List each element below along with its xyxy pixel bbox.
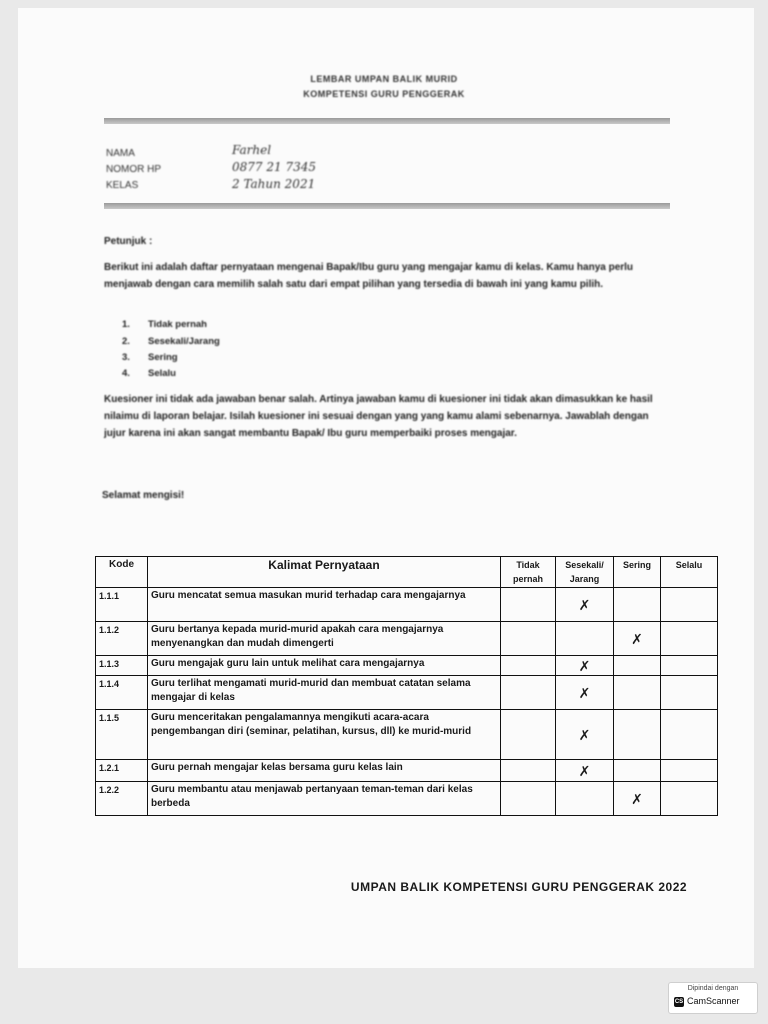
table-row	[96, 676, 718, 710]
row-code: 1.1.1	[96, 588, 148, 622]
row-statement: Guru menceritakan pengalamannya mengikuti acara-acara pengembangan diri (seminar, pelatihan, kursus, dll) ke murid-murid	[148, 710, 501, 760]
row-code: 1.1.3	[96, 656, 148, 676]
answer-cell-sometimes	[556, 622, 614, 656]
answer-cell-often	[614, 782, 661, 816]
divider-middle	[104, 203, 670, 209]
identity-value-name: Farhel	[232, 143, 272, 157]
answer-cell-sometimes	[556, 588, 614, 622]
identity-label-name: NAMA	[106, 148, 135, 159]
answer-cell-never	[501, 656, 556, 676]
identity-label-class: KELAS	[106, 180, 139, 191]
instructions-note: Kuesioner ini tidak ada jawaban benar salah. Artinya jawaban kamu di kuesioner ini tidak akan dimasukkan ke hasil nilaimu di laporan belajar. Isilah kuesioner ini sesuai dengan yang yang kamu alami sebenarnya. Jawablah dengan jujur karena ini akan sangat membantu Bapak/ Ibu guru memperbaiki proses mengajar.	[104, 394, 653, 439]
table-row	[96, 622, 718, 656]
answer-cell-sometimes	[556, 676, 614, 710]
answer-cell-always	[661, 782, 718, 816]
answer-cell-always	[661, 760, 718, 782]
cross-mark-icon: ✗	[631, 630, 643, 647]
divider-top	[104, 118, 670, 124]
table-body	[96, 588, 718, 816]
option-3	[122, 352, 178, 363]
answer-cell-sometimes	[556, 710, 614, 760]
row-code: 1.1.5	[96, 710, 148, 760]
option-3-label: Sering	[148, 352, 178, 363]
cross-mark-icon: ✗	[631, 790, 643, 807]
table-row	[96, 588, 718, 622]
row-code: 1.2.2	[96, 782, 148, 816]
instructions-intro: Berikut ini adalah daftar pernyataan mengenai Bapak/Ibu guru yang mengajar kamu di kelas. Kamu hanya perlu menjawab dengan cara memilih salah satu dari empat pilihan yang tersedia di bawah ini yang kamu pilih.	[104, 262, 634, 290]
option-4	[122, 368, 176, 379]
document-title: LEMBAR UMPAN BALIK MURID	[310, 74, 458, 84]
option-1-number: 1.	[122, 319, 130, 330]
row-code: 1.1.2	[96, 622, 148, 656]
answer-cell-sometimes	[556, 782, 614, 816]
camscanner-logo-icon: CS	[674, 999, 684, 1005]
cross-mark-icon: ✗	[578, 684, 591, 701]
identity-value-class: 2 Tahun 2021	[232, 177, 316, 191]
answer-cell-often	[614, 656, 661, 676]
header-code: Kode	[96, 557, 148, 588]
answer-cell-always	[661, 710, 718, 760]
option-4-label: Selalu	[148, 368, 176, 379]
answer-cell-never	[501, 622, 556, 656]
option-2-number: 2.	[122, 336, 130, 347]
camscanner-watermark	[668, 982, 758, 1014]
option-1	[122, 319, 207, 330]
table-row	[96, 760, 718, 782]
identity-label-phone: NOMOR HP	[106, 164, 161, 175]
option-2-label: Sesekali/Jarang	[148, 336, 220, 347]
answer-cell-never	[501, 676, 556, 710]
row-code: 1.2.1	[96, 760, 148, 782]
answer-cell-never	[501, 760, 556, 782]
row-statement: Guru mencatat semua masukan murid terhadap cara mengajarnya	[148, 588, 501, 622]
answer-cell-always	[661, 588, 718, 622]
answer-cell-always	[661, 656, 718, 676]
table-row	[96, 656, 718, 676]
answer-cell-never	[501, 588, 556, 622]
watermark-brand: CamScanner	[687, 996, 740, 1006]
answer-cell-sometimes	[556, 656, 614, 676]
option-3-number: 3.	[122, 352, 130, 363]
survey-table	[95, 556, 718, 816]
header-often: Sering	[614, 557, 661, 588]
closing-text: Selamat mengisi!	[102, 490, 185, 501]
table-header-row	[96, 557, 718, 588]
answer-cell-often	[614, 622, 661, 656]
row-code: 1.1.4	[96, 676, 148, 710]
answer-cell-often	[614, 760, 661, 782]
footer-title-text: UMPAN BALIK KOMPETENSI GURU PENGGERAK 2022	[350, 880, 688, 894]
table-row	[96, 782, 718, 816]
row-statement: Guru membantu atau menjawab pertanyaan teman-teman dari kelas berbeda	[148, 782, 501, 816]
answer-cell-often	[614, 676, 661, 710]
option-2	[122, 336, 220, 347]
cross-mark-icon: ✗	[578, 726, 591, 743]
answer-cell-never	[501, 710, 556, 760]
footer-title	[0, 880, 768, 894]
option-4-number: 4.	[122, 368, 130, 379]
row-statement: Guru terlihat mengamati murid-murid dan membuat catatan selama mengajar di kelas	[148, 676, 501, 710]
header-never: Tidak pernah	[501, 557, 556, 588]
instructions-heading: Petunjuk :	[104, 236, 153, 247]
answer-cell-sometimes	[556, 760, 614, 782]
watermark-caption: Dipindai dengan	[687, 985, 739, 992]
row-statement: Guru bertanya kepada murid-murid apakah cara mengajarnya menyenangkan dan mudah dimengerti	[148, 622, 501, 656]
answer-cell-often	[614, 588, 661, 622]
answer-cell-always	[661, 622, 718, 656]
header-always: Selalu	[661, 557, 718, 588]
row-statement: Guru pernah mengajar kelas bersama guru kelas lain	[148, 760, 501, 782]
header-statement: Kalimat Pernyataan	[148, 557, 501, 588]
cross-mark-icon: ✗	[578, 596, 591, 613]
answer-cell-never	[501, 782, 556, 816]
answer-cell-often	[614, 710, 661, 760]
cross-mark-icon: ✗	[578, 762, 591, 779]
answer-cell-always	[661, 676, 718, 710]
row-statement: Guru mengajak guru lain untuk melihat cara mengajarnya	[148, 656, 501, 676]
option-1-label: Tidak pernah	[148, 319, 207, 330]
table-row	[96, 710, 718, 760]
header-sometimes: Sesekali/ Jarang	[556, 557, 614, 588]
cross-mark-icon: ✗	[578, 657, 591, 674]
identity-value-phone: 0877 21 7345	[232, 160, 316, 174]
document-subtitle: KOMPETENSI GURU PENGGERAK	[303, 89, 465, 99]
